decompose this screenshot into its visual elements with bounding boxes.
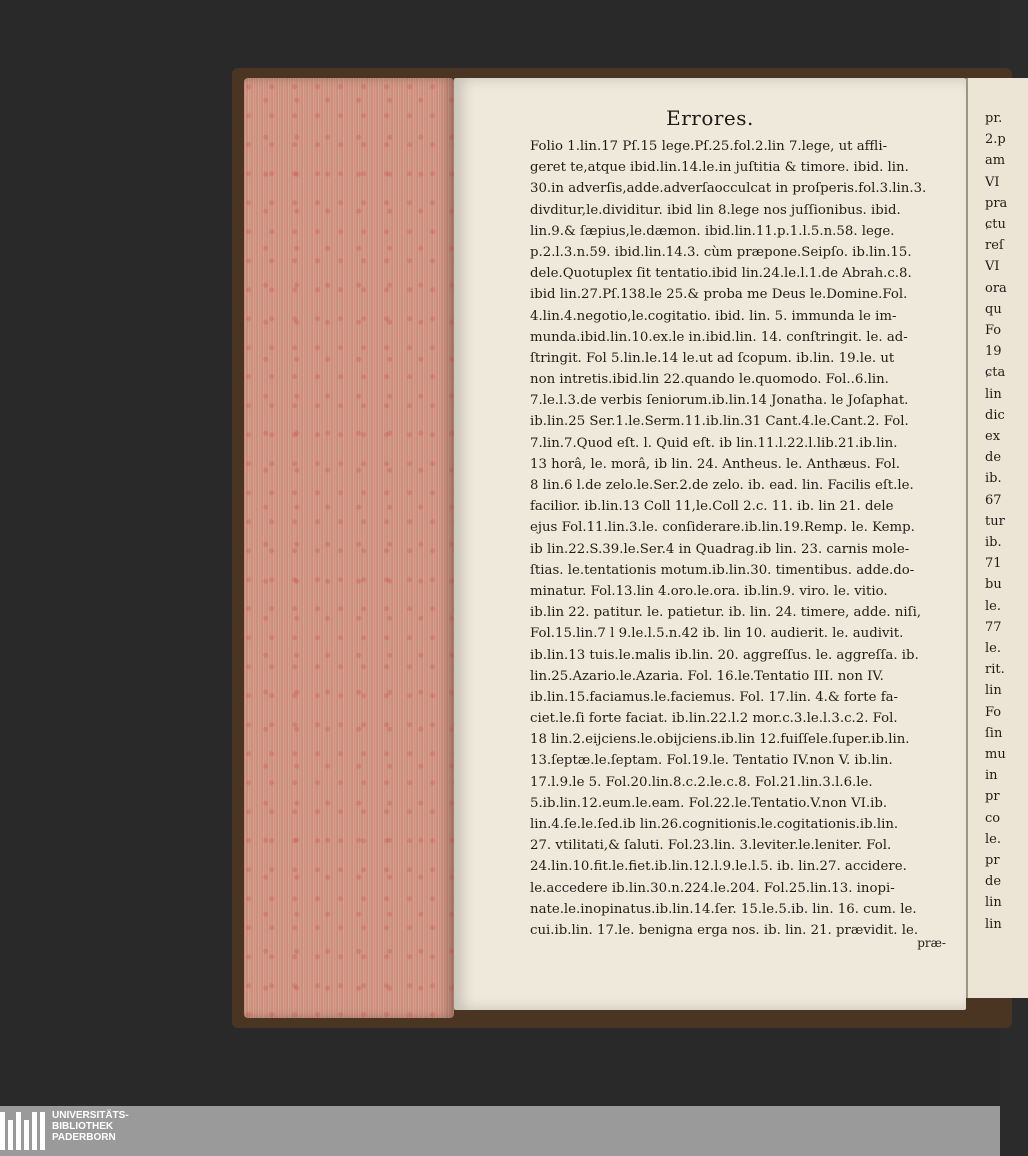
errata-line: ibid lin.27.Pſ.138.le 25.& proba me Deus le.Domine.Fol.	[530, 287, 908, 303]
next-page-fragment: 71	[985, 556, 1002, 572]
page-title: Errores.	[666, 106, 754, 130]
next-page-fragment: ib.	[985, 535, 1002, 550]
next-page-fragment: ɕtu	[985, 217, 1006, 232]
library-logo-icon	[0, 1112, 45, 1150]
next-page-fragment: Fo	[985, 704, 1002, 720]
errata-line: 27. vtilitati,& ſaluti. Fol.23.lin. 3.leviter.le.leniter. Fol.	[530, 838, 892, 854]
errata-line: lin.9.& ſæpius,le.dæmon. ibid.lin.11.p.1.l.5.n.58. lege.	[530, 223, 895, 239]
next-page-fragment: ex	[985, 429, 1001, 444]
errata-line: 17.l.9.le 5. Fol.20.lin.8.c.2.le.c.8. Fol.21.lin.3.l.6.le.	[530, 774, 873, 790]
next-page-fragment: reſ	[985, 238, 1004, 254]
next-page-fragment: qu	[985, 301, 1002, 317]
next-page-fragment: pr.	[985, 111, 1003, 126]
errata-page	[454, 78, 966, 1010]
errata-line: munda.ibid.lin.10.ex.le in.ibid.lin. 14. conſtringit. le. ad-	[530, 329, 908, 345]
logo-line-1: UNIVERSITÄTS-	[52, 1110, 129, 1121]
page-edge-block	[244, 78, 454, 1018]
logo-line-3: PADERBORN	[52, 1132, 116, 1143]
next-page-fragment: tur	[985, 513, 1005, 529]
next-page-fragment: VI	[985, 174, 1000, 190]
errata-line: minatur. Fol.13.lin 4.oro.le.ora. ib.lin.9. viro. le. vitio.	[530, 583, 888, 599]
errata-line: non intretis.ibid.lin 22.quando le.quomodo. Fol..6.lin.	[530, 372, 889, 388]
next-page-fragment: rit.	[985, 662, 1005, 678]
errata-line: Fol.15.lin.7 l 9.le.l.5.n.42 ib. lin 10. audierit. le. audivit.	[530, 626, 904, 642]
footer-bar	[0, 1106, 1000, 1156]
next-page-fragment: le.	[985, 598, 1001, 614]
errata-line: ſtias. le.tentationis motum.ib.lin.30. timentibus. adde.do-	[530, 562, 915, 578]
next-page-fragment: dic	[985, 407, 1005, 423]
errata-line: 7.lin.7.Quod eſt. l. Quid eſt. ib lin.11.l.22.l.lib.21.ib.lin.	[530, 435, 898, 451]
errata-line: 8 lin.6 l.de zelo.le.Ser.2.de zelo. ib. ead. lin. Facilis eſt.le.	[530, 478, 914, 493]
next-page-fragment: lin	[985, 895, 1002, 911]
errata-line: ib.lin 22. patitur. le. patietur. ib. lin. 24. timere, adde. niſi,	[530, 605, 922, 621]
errata-line: dele.Quotuplex ſit tentatio.ibid lin.24.le.l.1.de Abrah.c.8.	[530, 266, 912, 282]
next-page-fragment: pr	[985, 853, 1000, 868]
next-page-fragment: 67	[985, 492, 1002, 508]
next-page-fragment: 2.p	[985, 132, 1006, 148]
errata-line: 13.ſeptæ.le.ſeptam. Fol.19.le. Tentatio IV.non V. ib.lin.	[530, 753, 893, 769]
errata-line: cui.ib.lin. 17.le. benigna erga nos. ib. lin. 21. prævidit. le.	[530, 922, 919, 938]
errata-line: ciet.le.ſi forte faciat. ib.lin.22.l.2 mor.c.3.le.l.3.c.2. Fol.	[530, 711, 898, 727]
next-page-fragment: ɕta	[985, 365, 1006, 381]
next-page-fragment: Fo	[985, 323, 1002, 338]
next-page-fragment: ſin	[985, 725, 1003, 741]
next-page-fragment: de	[985, 450, 1002, 466]
next-page-fragment: pra	[985, 195, 1008, 211]
next-page-fragment: ib.	[985, 471, 1002, 487]
errata-line: 30.in adverſis,adde.adverſaocculcat in proſperis.fol.3.lin.3.	[530, 181, 927, 197]
next-page-fragment: 77	[985, 619, 1002, 635]
errata-line: nate.le.inopinatus.ib.lin.14.ſer. 15.le.5.ib. lin. 16. cum. le.	[530, 901, 917, 917]
library-logo-text	[52, 1110, 129, 1143]
next-page-fragment: pr	[985, 789, 1000, 805]
errata-line: ib.lin.25 Ser.1.le.Serm.11.ib.lin.31 Cant.4.le.Cant.2. Fol.	[530, 414, 909, 430]
next-page-fragment: le.	[985, 831, 1001, 847]
next-page-fragment: mu	[985, 747, 1006, 762]
errata-line: ejus Fol.11.lin.3.le. conſiderare.ib.lin.19.Remp. le. Kemp.	[530, 520, 915, 536]
next-page-fragment: le.	[985, 641, 1001, 656]
errata-line: ib.lin.15.faciamus.le.faciemus. Fol. 17.lin. 4.& forte fa-	[530, 689, 899, 705]
errata-line: ib.lin.13 tuis.le.malis ib.lin. 20. aggreſſus. le. aggreſſa. ib.	[530, 647, 919, 663]
next-page-fragment: 19	[985, 344, 1002, 360]
next-page-fragment: bu	[985, 577, 1002, 593]
next-page-fragment: in	[985, 768, 998, 784]
errata-line: 13 horâ, le. morâ, ib lin. 24. Antheus. le. Anthæus. Fol.	[530, 456, 901, 472]
errata-line: le.accedere ib.lin.30.n.224.le.204. Fol.25.lin.13. inopi-	[530, 880, 895, 896]
errata-line: 24.lin.10.fit.le.fiet.ib.lin.12.l.9.le.l.5. ib. lin.27. accidere.	[530, 859, 907, 875]
errata-line: 5.ib.lin.12.eum.le.eam. Fol.22.le.Tentatio.V.non VI.ib.	[530, 795, 888, 811]
errata-line: divditur,le.dividitur. ibid lin 8.lege nos juſſionibus. ibid.	[530, 202, 901, 218]
errata-line: ib lin.22.S.39.le.Ser.4 in Quadrag.ib lin. 23. carnis mole-	[530, 541, 910, 557]
catchword: præ-	[917, 936, 946, 950]
next-page-fragment: lin	[985, 386, 1002, 402]
errata-line: lin.4.ſe.le.ſed.ib lin.26.cognitionis.le.cogitationis.ib.lin.	[530, 817, 899, 832]
logo-line-2: BIBLIOTHEK	[52, 1121, 114, 1132]
next-page-fragment: co	[985, 810, 1001, 826]
next-page-fragment: de	[985, 874, 1002, 890]
errata-line: 4.lin.4.negotio,le.cogitatio. ibid. lin. 5. immunda le im-	[530, 308, 897, 324]
errata-line: lin.25.Azario.le.Azaria. Fol. 16.le.Tentatio III. non IV.	[530, 668, 884, 684]
errata-line: 18 lin.2.eijciens.le.obijciens.ib.lin 12.fuiſſele.ſuper.ib.lin.	[530, 732, 910, 748]
errata-line: Folio 1.lin.17 Pſ.15 lege.Pſ.25.fol.2.lin 7.lege, ut affli-	[530, 139, 888, 154]
next-page-fragment: ora	[985, 280, 1007, 296]
next-page-fragment: VI	[985, 259, 1000, 275]
next-page-fragment: lin	[985, 683, 1002, 699]
errata-line: geret te,atque ibid.lin.14.le.in juſtitia & timore. ibid. lin.	[530, 160, 909, 176]
next-page-fragment: am	[985, 153, 1006, 169]
next-page-fragment: lin	[985, 916, 1002, 932]
errata-line: ſtringit. Fol 5.lin.le.14 le.ut ad ſcopum. ib.lin. 19.le. ut	[530, 350, 895, 366]
errata-line: p.2.l.3.n.59. ibid.lin.14.3. cùm præpone.Seipſo. ib.lin.15.	[530, 244, 912, 260]
errata-line: facilior. ib.lin.13 Coll 11,le.Coll 2.c. 11. ib. lin 21. dele	[530, 499, 894, 515]
errata-line: 7.le.l.3.de verbis ſeniorum.ib.lin.14 Jonatha. le Joſaphat.	[530, 393, 909, 409]
errata-text	[530, 136, 954, 941]
